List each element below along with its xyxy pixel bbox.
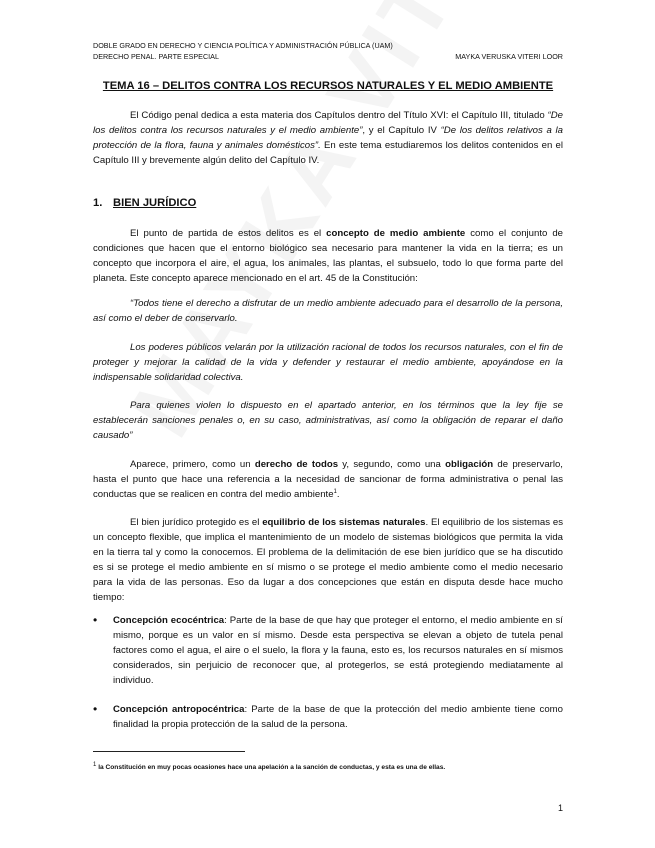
section-title: BIEN JURÍDICO xyxy=(113,197,197,209)
running-header xyxy=(93,40,563,62)
bullet-icon: • xyxy=(93,613,98,627)
header-degree: DOBLE GRADO EN DERECHO Y CIENCIA POLÍTICA Y ADMINISTRACIÓN PÚBLICA (UAM) xyxy=(93,41,393,50)
header-author: MAYKA VERUSKA VITERI LOOR xyxy=(455,52,563,61)
section-number: 1. xyxy=(93,197,103,209)
page-title: TEMA 16 – DELITOS CONTRA LOS RECURSOS NATURALES Y EL MEDIO AMBIENTE xyxy=(102,80,554,92)
footnote-ref: 1 xyxy=(333,488,337,495)
footnote-divider xyxy=(93,751,245,752)
section-heading xyxy=(93,197,196,209)
list-item: • Concepción ecocéntrica: Parte de la base de que hay que proteger el entorno, el medio ambiente en sí mismo, porque es un valor en sí mismo. Desde esta perspectiva se elevan a objeto de tutela penal factores como el agua, el aire o el suelo, la flora y la fauna, esto es, los recursos naturales en sí mismos considerados, sin perjuicio de reconocer que, al protegerlos, se está protegiendo mediatamente al individuo. xyxy=(93,613,563,686)
paragraph-bien-juridico: El bien jurídico protegido es el equilibrio de los sistemas naturales. El equilibrio de los sistemas es un concepto flexible, que implica el mantenimiento de un modelo de sistemas biológicos que permita la vida en la tierra tal y como la conocemos. El problema de la delimitación de ese bien jurídico que se ha discutido es si se protege el medio ambiente en sí mismo o se protege el medio ambiente como el medio necesario para la vida de las personas. Eso da lugar a dos concepciones que están en disputa desde hace mucho tiempo: xyxy=(93,517,563,603)
header-subject: DERECHO PENAL. PARTE ESPECIAL xyxy=(93,52,219,61)
footnote: $^1$ la Constitución en muy pocas ocasiones hace una apelación a la sanción de conductas, y esta es una de ellas. xyxy=(93,761,446,771)
quote-paragraph: “Todos tiene el derecho a disfrutar de un medio ambiente adecuado para el desarrollo de la persona, así como el deber de conservarlo. xyxy=(93,298,563,324)
list-item: • Concepción antropocéntrica: Parte de la base de que la protección del medio ambiente tiene como finalidad la propia protección de la salud de la persona. xyxy=(93,702,563,730)
quote-paragraph: Los poderes públicos velarán por la utilización racional de todos los recursos naturales, con el fin de proteger y mejorar la calidad de la vida y defender y restaurar el medio ambiente, apoyándose en la indispensable solidaridad colectiva. xyxy=(93,342,563,383)
page-number: 1 xyxy=(557,803,563,813)
paragraph-medio-ambiente: El punto de partida de estos delitos es el concepto de medio ambiente como el conjunto de condiciones que hacen que el entorno biológico sea necesario para mantener la vida en la tierra; es un concepto que incorpora el aire, el agua, los animales, las plantas, el subsuelo, todo lo que forma parte del planeta. Este concepto aparece mencionado en el art. 45 de la Constitución: xyxy=(93,228,563,284)
quote-paragraph: Para quienes violen lo dispuesto en el apartado anterior, en los términos que la ley fije se establecerán sanciones penales o, en su caso, administrativas, así como la obligación de reparar el daño causado” xyxy=(93,400,563,441)
paragraph-derecho-obligacion: Aparece, primero, como un derecho de todos y, segundo, como una obligación de preservarlo, hasta el punto que hace una referencia a la necesidad de sancionar de forma administrativa o penal las conductas que se realicen en contra del medio ambiente$^1$. xyxy=(93,459,563,500)
bullet-icon: • xyxy=(93,702,98,716)
intro-paragraph: El Código penal dedica a esta materia dos Capítulos dentro del Título XVI: el Capítulo III, titulado “De los delitos contra los recursos naturales y el medio ambiente”, y el Capítulo IV “De los delitos relativos a la protección de la flora, fauna y animales domésticos”. En este tema estudiaremos los delitos contenidos en el Capítulo III y brevemente algún delito del Capítulo IV. xyxy=(93,110,563,166)
